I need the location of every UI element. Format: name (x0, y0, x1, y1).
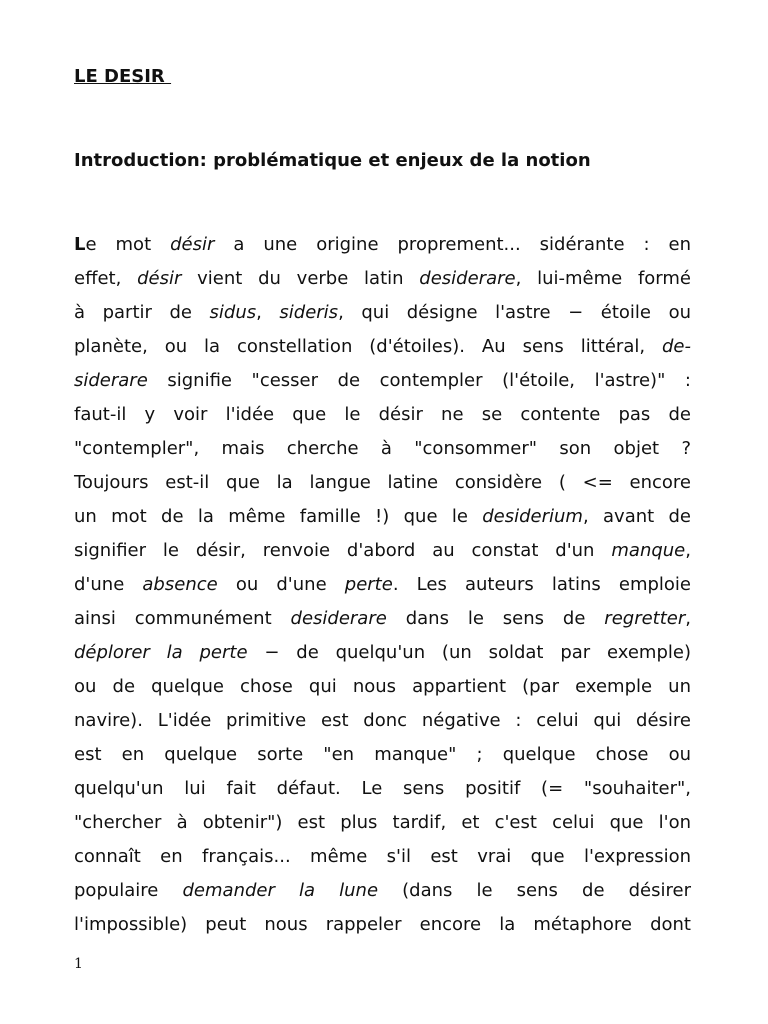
paragraph-line (74, 602, 691, 636)
paragraph-line (74, 534, 691, 568)
text-run: , (685, 608, 691, 629)
text-run: effet, (74, 268, 138, 289)
text-run: − de quelqu'un (un soldat par exemple) (247, 642, 691, 663)
text-run: ainsi communément (74, 608, 291, 629)
italic-text: regretter (604, 608, 686, 629)
paragraph-line (74, 500, 691, 534)
text-run: ou d'une (217, 574, 345, 595)
text-run: , avant de (582, 506, 692, 527)
text-run: signifie "cesser de contempler (l'étoile, l'astre)" : (147, 370, 691, 391)
paragraph-line (74, 840, 691, 874)
italic-text: siderare (74, 370, 148, 391)
paragraph-line (74, 670, 691, 704)
text-run: "contempler", mais cherche à "consommer" son objet ? (74, 438, 691, 459)
text-run: l'impossible) peut nous rappeler encore la métaphore dont (74, 914, 691, 935)
text-run: , (685, 540, 691, 561)
italic-text: désir (137, 268, 182, 289)
italic-text: absence (142, 574, 218, 595)
paragraph-line (74, 908, 691, 942)
italic-text: perte (344, 574, 393, 595)
paragraph-line (74, 330, 691, 364)
text-run: navire). L'idée primitive est donc négative : celui qui désire (74, 710, 691, 731)
paragraph-line (74, 568, 691, 602)
paragraph-line (74, 262, 691, 296)
text-run: un mot de la même famille !) que le (74, 506, 483, 527)
text-run: à partir de (74, 302, 210, 323)
text-run: d'une (74, 574, 143, 595)
paragraph-line (74, 636, 691, 670)
italic-text: manque (611, 540, 686, 561)
paragraph-line (74, 364, 691, 398)
document-title: LE DESIR (74, 66, 172, 87)
paragraph-line (74, 398, 691, 432)
text-run: planète, ou la constellation (d'étoiles). Au sens littéral, (74, 336, 662, 357)
text-run: a une origine proprement... sidérante : en (214, 234, 691, 255)
paragraph-line (74, 874, 691, 908)
italic-text: demander la lune (182, 880, 379, 901)
page-number: 1 (74, 956, 83, 972)
text-run: connaît en français... même s'il est vrai que l'expression (74, 846, 691, 867)
text-run: "chercher à obtenir") est plus tardif, et c'est celui que l'on (74, 812, 691, 833)
text-run: (dans le sens de désirer (378, 880, 691, 901)
body-paragraph (74, 228, 691, 942)
text-run: vient du verbe latin (181, 268, 420, 289)
italic-text: désir (170, 234, 215, 255)
paragraph-line (74, 772, 691, 806)
section-heading: Introduction: problématique et enjeux de la notion (74, 150, 591, 171)
bold-text: L (74, 234, 86, 255)
text-run: e mot (85, 234, 171, 255)
paragraph-line (74, 466, 691, 500)
italic-text: sideris (279, 302, 339, 323)
text-run: . Les auteurs latins emploie (392, 574, 691, 595)
text-run: faut-il y voir l'idée que le désir ne se contente pas de (74, 404, 691, 425)
italic-text: desiderium (482, 506, 583, 527)
paragraph-line (74, 704, 691, 738)
paragraph-line (74, 296, 691, 330)
italic-text: desiderare (290, 608, 387, 629)
italic-text: desiderare (419, 268, 516, 289)
text-run: quelqu'un lui fait défaut. Le sens positif (= "souhaiter", (74, 778, 691, 799)
text-run: dans le sens de (386, 608, 605, 629)
text-run: ou de quelque chose qui nous appartient (par exemple un (74, 676, 691, 697)
text-run: signifier le désir, renvoie d'abord au constat d'un (74, 540, 612, 561)
paragraph-line (74, 228, 691, 262)
text-run: , lui-même formé (515, 268, 691, 289)
text-run: , (256, 302, 280, 323)
text-run: , qui désigne l'astre − étoile ou (338, 302, 691, 323)
text-run: Toujours est-il que la langue latine considère ( <= encore (74, 472, 691, 493)
italic-text: de- (662, 336, 691, 357)
paragraph-line (74, 806, 691, 840)
text-run: populaire (74, 880, 183, 901)
paragraph-line (74, 432, 691, 466)
italic-text: sidus (209, 302, 257, 323)
italic-text: déplorer la perte (74, 642, 248, 663)
text-run: est en quelque sorte "en manque" ; quelque chose ou (74, 744, 691, 765)
paragraph-line (74, 738, 691, 772)
